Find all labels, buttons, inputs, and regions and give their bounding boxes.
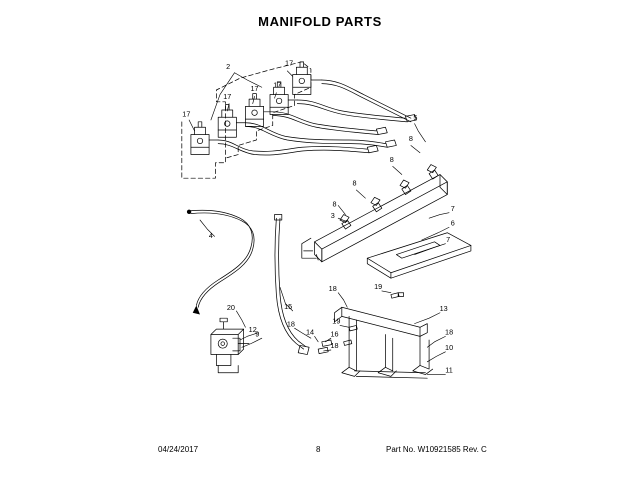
callout-label: 12 [248, 324, 257, 334]
callout-label: 18 [445, 327, 454, 337]
callout-label: 18 [328, 283, 337, 293]
callout-label: 17 [223, 92, 232, 102]
footer-date: 04/24/2017 [158, 445, 199, 454]
callout-label: 8 [408, 133, 413, 143]
callout-label: 8 [389, 154, 394, 164]
callout-label: 10 [445, 343, 454, 352]
callout-label: 7 [450, 203, 455, 213]
callout-label: 15 [284, 302, 293, 312]
callout-labels [182, 58, 454, 374]
pressure-regulator [211, 318, 249, 373]
manifold-pipe [302, 165, 447, 262]
footer-part-number: Part No. W10921585 Rev. C [386, 445, 487, 454]
manifold-parts-diagram [0, 40, 640, 440]
callout-label: 19 [374, 282, 383, 292]
callout-label: 19 [332, 316, 341, 326]
callout-label: 17 [182, 109, 191, 119]
callout-label: 20 [226, 303, 235, 312]
callout-label: 18 [330, 341, 339, 351]
footer-page-number: 8 [316, 445, 321, 454]
callout-label: 8 [352, 178, 357, 188]
igniter-wire-rod [187, 210, 254, 315]
gas-valve-1 [191, 122, 218, 155]
flexible-gas-tube [275, 215, 310, 355]
callout-label: 14 [305, 327, 315, 337]
gas-tubing-bundle [218, 80, 411, 155]
callout-label: 9 [255, 329, 260, 339]
callout-label: 17 [250, 83, 259, 93]
callout-label: 3 [330, 211, 335, 221]
diagram-svg [0, 40, 640, 440]
callout-label: 17 [273, 80, 282, 90]
gas-valve-2 [218, 105, 245, 138]
callout-label: 11 [445, 365, 453, 375]
callout-label: 4 [208, 231, 213, 241]
gas-valve-3 [245, 94, 272, 127]
callout-label: 18 [286, 319, 295, 329]
gas-valve-5 [293, 62, 322, 95]
callout-label: 7 [446, 234, 451, 244]
callout-label: 13 [439, 303, 448, 313]
callout-label: 8 [332, 199, 337, 209]
callout-label: 16 [330, 329, 339, 339]
page-title: MANIFOLD PARTS [258, 14, 382, 29]
callout-label: 5 [413, 113, 418, 123]
callout-label: 17 [285, 58, 294, 68]
heat-shield-panel [367, 233, 471, 278]
callout-label: 2 [226, 62, 231, 72]
callout-label: 6 [450, 218, 455, 228]
